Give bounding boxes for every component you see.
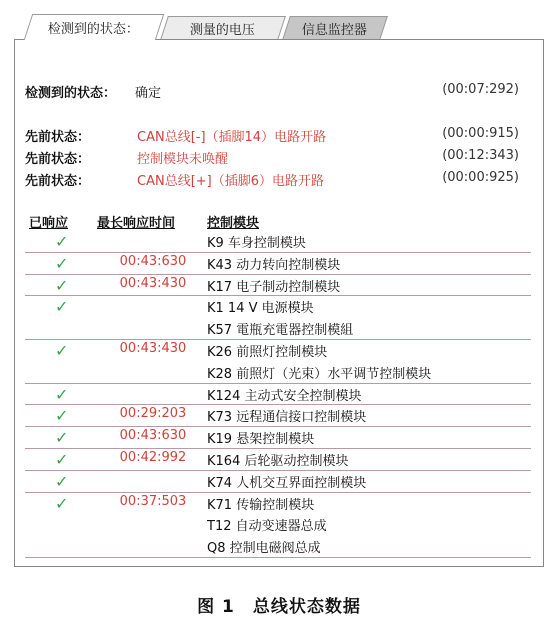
module-line bbox=[25, 276, 531, 297]
module-name: K71 传输控制模块 bbox=[207, 497, 315, 513]
module-name: Q8 控制电磁阀总成 bbox=[207, 541, 321, 557]
previous-status-time: (00:12:343) bbox=[442, 148, 519, 163]
previous-status-text: 控制模块未唤醒 bbox=[137, 152, 229, 167]
previous-status-text: CAN总线[-]（插脚14）电路开路 bbox=[137, 130, 327, 145]
response-time: 00:43:430 bbox=[119, 341, 187, 356]
checkmark-icon: ✓ bbox=[55, 406, 69, 426]
module-line bbox=[25, 232, 531, 253]
checkmark-icon: ✓ bbox=[55, 341, 69, 360]
tab-label: 检测到的状态： bbox=[48, 22, 140, 37]
module-name: K164 后轮驱动控制模块 bbox=[207, 454, 349, 469]
module-name: K28 前照灯（光束）水平调节控制模块 bbox=[207, 366, 432, 382]
checkmark-icon: ✓ bbox=[55, 471, 69, 491]
detected-status-time: (00:07:292) bbox=[442, 82, 519, 97]
checkmark-icon: ✓ bbox=[55, 493, 69, 513]
previous-status-time: (00:00:915) bbox=[442, 126, 519, 141]
module-line bbox=[25, 537, 531, 558]
module-line bbox=[25, 297, 531, 318]
module-line bbox=[25, 254, 531, 275]
row-divider bbox=[25, 470, 531, 471]
status-panel bbox=[14, 39, 544, 567]
header-control-module: 控制模块 bbox=[207, 216, 260, 231]
row-divider bbox=[25, 252, 531, 253]
checkmark-icon: ✓ bbox=[55, 384, 69, 404]
response-time: 00:43:430 bbox=[119, 275, 187, 291]
module-line bbox=[25, 406, 531, 427]
module-name: K43 动力转向控制模块 bbox=[207, 257, 341, 273]
checkmark-icon: ✓ bbox=[55, 232, 69, 251]
tab-label: 测量的电压 bbox=[190, 23, 256, 38]
checkmark-icon: ✓ bbox=[55, 428, 69, 448]
module-line bbox=[25, 515, 531, 536]
module-name: K124 主动式安全控制模块 bbox=[207, 388, 362, 404]
row-divider bbox=[25, 274, 531, 275]
tab-detected-status[interactable] bbox=[24, 14, 164, 40]
row-divider bbox=[25, 492, 531, 493]
module-line bbox=[25, 450, 531, 471]
previous-status-label: 先前状态： bbox=[25, 130, 91, 145]
row-divider bbox=[25, 426, 531, 427]
module-name: K9 车身控制模块 bbox=[207, 236, 306, 251]
checkmark-icon: ✓ bbox=[55, 297, 69, 317]
module-line bbox=[25, 494, 531, 515]
module-name: K1 14 V 电源模块 bbox=[207, 301, 314, 317]
response-time: 00:43:630 bbox=[119, 428, 187, 444]
module-line bbox=[25, 428, 531, 449]
figure-caption: 图 1 总线状态数据 bbox=[197, 597, 361, 617]
response-time: 00:43:630 bbox=[119, 253, 187, 269]
header-max-response-time: 最长响应时间 bbox=[97, 216, 176, 231]
row-divider bbox=[25, 557, 531, 558]
tab-bar bbox=[14, 14, 554, 40]
checkmark-icon: ✓ bbox=[55, 275, 69, 295]
detected-status-label: 检测到的状态： bbox=[25, 86, 117, 101]
module-line bbox=[25, 319, 531, 340]
module-line bbox=[25, 385, 531, 406]
previous-status-label: 先前状态： bbox=[25, 152, 91, 167]
detected-status-value: 确定 bbox=[135, 86, 162, 101]
response-time: 00:37:503 bbox=[119, 493, 187, 509]
response-time: 00:42:992 bbox=[119, 450, 187, 465]
module-line bbox=[25, 472, 531, 493]
module-name: K17 电子制动控制模块 bbox=[207, 279, 341, 295]
tab-message-monitor[interactable] bbox=[282, 16, 388, 40]
checkmark-icon: ✓ bbox=[55, 253, 69, 273]
module-name: K57 電瓶充電器控制模組 bbox=[207, 323, 354, 339]
previous-status-text: CAN总线[+]（插脚6）电路开路 bbox=[137, 174, 325, 189]
previous-status-time: (00:00:925) bbox=[442, 170, 519, 185]
module-name: K73 远程通信接口控制模块 bbox=[207, 410, 367, 426]
row-divider bbox=[25, 383, 531, 384]
previous-status-label: 先前状态： bbox=[25, 174, 91, 189]
header-responded: 已响应 bbox=[29, 216, 69, 231]
row-divider bbox=[25, 448, 531, 449]
row-divider bbox=[25, 404, 531, 405]
module-name: K19 悬架控制模块 bbox=[207, 432, 315, 448]
module-name: K26 前照灯控制模块 bbox=[207, 345, 328, 360]
module-line bbox=[25, 341, 531, 362]
module-line bbox=[25, 363, 531, 384]
tab-measured-voltage[interactable] bbox=[160, 16, 286, 40]
module-name: K74 人机交互界面控制模块 bbox=[207, 475, 367, 491]
module-name: T12 自动变速器总成 bbox=[207, 519, 327, 535]
response-time: 00:29:203 bbox=[119, 406, 187, 422]
row-divider bbox=[25, 339, 531, 340]
row-divider bbox=[25, 295, 531, 296]
checkmark-icon: ✓ bbox=[55, 450, 69, 469]
tab-label: 信息监控器 bbox=[302, 23, 368, 38]
